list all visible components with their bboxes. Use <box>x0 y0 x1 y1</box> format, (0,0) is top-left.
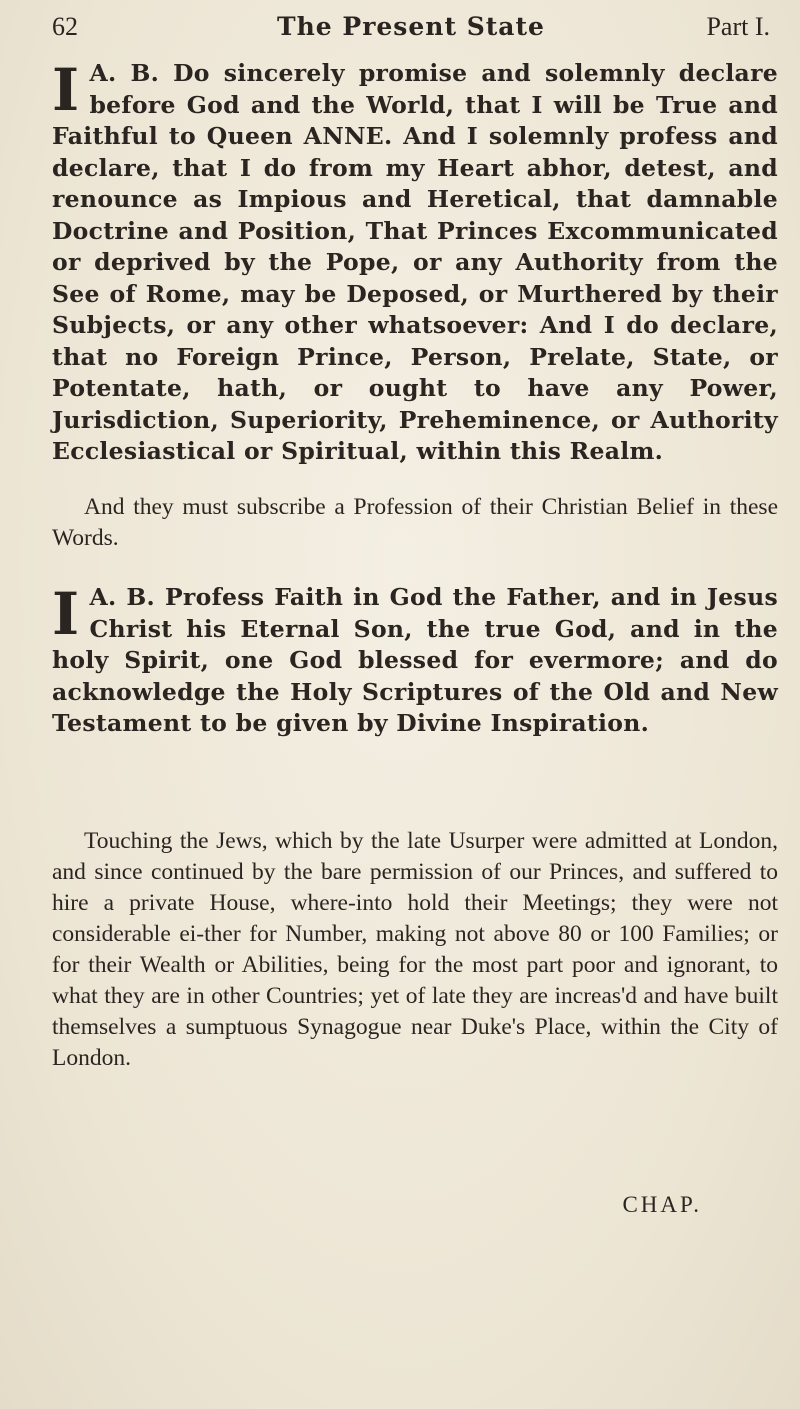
running-head <box>52 12 770 52</box>
oath-dropcap: I <box>52 56 80 124</box>
jews-paragraph: Touching the Jews, which by the late Usurper were admitted at London, and since continued by the bare permission of our Princes, and suffered to hire a private House, where-into hold their Meetings; they were not considerable ei-ther for Number, making not above 80 or 100 Families; or for their Wealth or Abilities, being for the most part poor and ignorant, to what they are in other Countries; yet of late they are increas'd and have built themselves a sumptuous Synagogue near Duke's Place, within the City of London. <box>52 828 778 1071</box>
belief-intro: And they must subscribe a Profession of their Christian Belief in these Words. <box>52 494 778 551</box>
belief-intro-section <box>52 492 778 554</box>
belief-text: A. B. Profess Faith in God the Father, and in Jesus Christ his Eternal Son, the true God, and in the holy Spirit, one God blessed for evermore; and do acknowledge the Holy Scriptures of the Old and New Testament to be given by Divine Inspiration. <box>52 583 778 737</box>
catchword: CHAP. <box>622 1192 702 1217</box>
jews-section <box>52 826 778 1074</box>
oath-text: A. B. Do sincerely promise and solemnly declare before God and the World, that I will be True and Faithful to Queen ANNE. And I solemnly profess and declare, that I do from my Heart abhor, detest, and renounce as Impious and Heretical, that damnable Doctrine and Position, That Princes Excommunicated or deprived by the Pope, or any Authority from the See of Rome, may be Deposed, or Murthered by their Subjects, or any other whatsoever: And I do declare, that no Foreign Prince, Person, Prelate, State, or Potentate, hath, or ought to have any Power, Jurisdiction, Superiority, Preheminence, or Authority Ecclesiastical or Spiritual, within this Realm. <box>52 59 778 465</box>
belief-dropcap: I <box>52 580 80 648</box>
belief-section <box>52 582 778 740</box>
running-title: The Present State <box>277 12 545 41</box>
oath-paragraph <box>52 58 778 468</box>
oath-section <box>52 58 778 468</box>
part-label: Part I. <box>706 12 770 41</box>
belief-paragraph <box>52 582 778 740</box>
page-number: 62 <box>52 12 78 41</box>
